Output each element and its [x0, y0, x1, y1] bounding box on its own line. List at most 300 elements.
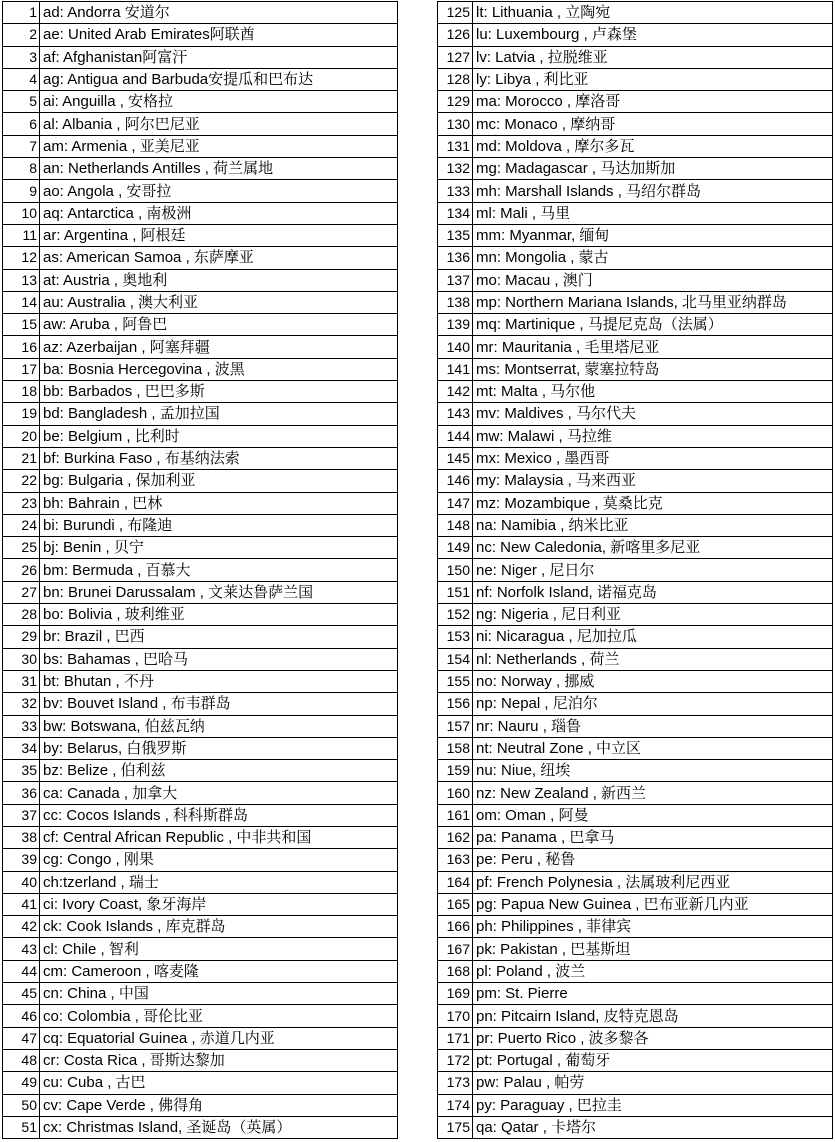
country-entry: om: Oman , 阿曼	[473, 804, 833, 826]
row-number: 40	[3, 871, 40, 893]
table-row	[3, 849, 398, 871]
row-number: 142	[438, 381, 473, 403]
country-entry: ad: Andorra 安道尔	[40, 2, 398, 24]
country-entry: ar: Argentina , 阿根廷	[40, 224, 398, 246]
country-entry: az: Azerbaijan , 阿塞拜疆	[40, 336, 398, 358]
row-number: 147	[438, 492, 473, 514]
country-entry: am: Armenia , 亚美尼亚	[40, 135, 398, 157]
row-number: 35	[3, 760, 40, 782]
country-entry: ms: Montserrat, 蒙塞拉特岛	[473, 358, 833, 380]
row-number: 158	[438, 737, 473, 759]
country-entry: bh: Bahrain , 巴林	[40, 492, 398, 514]
country-entry: cn: China , 中国	[40, 983, 398, 1005]
row-number: 16	[3, 336, 40, 358]
row-number: 161	[438, 804, 473, 826]
row-number: 159	[438, 760, 473, 782]
table-row	[3, 626, 398, 648]
table-row	[438, 46, 833, 68]
row-number: 160	[438, 782, 473, 804]
row-number: 42	[3, 916, 40, 938]
table-row	[3, 648, 398, 670]
row-number: 22	[3, 470, 40, 492]
table-row	[3, 514, 398, 536]
row-number: 152	[438, 604, 473, 626]
country-entry: cf: Central African Republic , 中非共和国	[40, 826, 398, 848]
row-number: 28	[3, 604, 40, 626]
country-entry: mz: Mozambique , 莫桑比克	[473, 492, 833, 514]
table-row	[438, 514, 833, 536]
row-number: 50	[3, 1094, 40, 1116]
row-number: 136	[438, 247, 473, 269]
table-row	[438, 983, 833, 1005]
row-number: 165	[438, 893, 473, 915]
row-number: 170	[438, 1005, 473, 1027]
table-row	[3, 670, 398, 692]
row-number: 51	[3, 1116, 40, 1138]
table-row	[3, 492, 398, 514]
country-entry: cq: Equatorial Guinea , 赤道几内亚	[40, 1027, 398, 1049]
country-entry: at: Austria , 奥地利	[40, 269, 398, 291]
country-entry: ni: Nicaragua , 尼加拉瓜	[473, 626, 833, 648]
country-entry: au: Australia , 澳大利亚	[40, 291, 398, 313]
row-number: 2	[3, 24, 40, 46]
country-entry: cv: Cape Verde , 佛得角	[40, 1094, 398, 1116]
row-number: 21	[3, 447, 40, 469]
row-number: 34	[3, 737, 40, 759]
table-row	[3, 46, 398, 68]
table-row	[3, 871, 398, 893]
table-row	[438, 604, 833, 626]
country-entry: ai: Anguilla , 安格拉	[40, 91, 398, 113]
row-number: 130	[438, 113, 473, 135]
country-entry: bm: Bermuda , 百慕大	[40, 559, 398, 581]
table-row	[3, 269, 398, 291]
row-number: 153	[438, 626, 473, 648]
table-row	[3, 247, 398, 269]
table-row	[3, 224, 398, 246]
country-entry: ck: Cook Islands , 库克群岛	[40, 916, 398, 938]
row-number: 25	[3, 537, 40, 559]
country-entry: np: Nepal , 尼泊尔	[473, 693, 833, 715]
row-number: 45	[3, 983, 40, 1005]
table-row	[438, 381, 833, 403]
country-entry: my: Malaysia , 马来西亚	[473, 470, 833, 492]
row-number: 148	[438, 514, 473, 536]
table-row	[438, 715, 833, 737]
table-row	[3, 715, 398, 737]
country-entry: cm: Cameroon , 喀麦隆	[40, 960, 398, 982]
row-number: 4	[3, 68, 40, 90]
row-number: 167	[438, 938, 473, 960]
country-entry: bg: Bulgaria , 保加利亚	[40, 470, 398, 492]
country-entry: pw: Palau , 帕劳	[473, 1072, 833, 1094]
row-number: 140	[438, 336, 473, 358]
country-entry: ml: Mali , 马里	[473, 202, 833, 224]
table-row	[438, 314, 833, 336]
table-row	[3, 581, 398, 603]
table-row	[3, 559, 398, 581]
country-entry: bw: Botswana, 伯兹瓦纳	[40, 715, 398, 737]
row-number: 19	[3, 403, 40, 425]
table-row	[438, 1072, 833, 1094]
table-row	[438, 447, 833, 469]
country-entry: pt: Portugal , 葡萄牙	[473, 1049, 833, 1071]
table-row	[3, 1005, 398, 1027]
row-number: 13	[3, 269, 40, 291]
row-number: 162	[438, 826, 473, 848]
row-number: 31	[3, 670, 40, 692]
country-entry: lv: Latvia , 拉脱维亚	[473, 46, 833, 68]
table-row	[3, 291, 398, 313]
row-number: 166	[438, 916, 473, 938]
country-entry: aq: Antarctica , 南极洲	[40, 202, 398, 224]
row-number: 5	[3, 91, 40, 113]
country-entry: ba: Bosnia Hercegovina , 波黑	[40, 358, 398, 380]
row-number: 9	[3, 180, 40, 202]
table-row	[438, 403, 833, 425]
country-entry: ca: Canada , 加拿大	[40, 782, 398, 804]
country-entry: py: Paraguay , 巴拉圭	[473, 1094, 833, 1116]
country-entry: ao: Angola , 安哥拉	[40, 180, 398, 202]
row-number: 131	[438, 135, 473, 157]
row-number: 47	[3, 1027, 40, 1049]
left-country-table	[2, 1, 398, 1139]
country-entry: cx: Christmas Island, 圣诞岛（英属）	[40, 1116, 398, 1138]
country-entry: pm: St. Pierre	[473, 983, 833, 1005]
table-row	[438, 425, 833, 447]
country-entry: ci: Ivory Coast, 象牙海岸	[40, 893, 398, 915]
right-country-table	[437, 1, 833, 1139]
row-number: 43	[3, 938, 40, 960]
row-number: 24	[3, 514, 40, 536]
row-number: 8	[3, 158, 40, 180]
country-entry: bo: Bolivia , 玻利维亚	[40, 604, 398, 626]
table-row	[3, 381, 398, 403]
table-row	[3, 447, 398, 469]
table-row	[3, 537, 398, 559]
country-entry: ma: Morocco , 摩洛哥	[473, 91, 833, 113]
row-number: 157	[438, 715, 473, 737]
table-row	[3, 693, 398, 715]
table-row	[438, 581, 833, 603]
country-entry: bs: Bahamas , 巴哈马	[40, 648, 398, 670]
country-entry: bn: Brunei Darussalam , 文莱达鲁萨兰国	[40, 581, 398, 603]
table-row	[438, 158, 833, 180]
country-entry: bf: Burkina Faso , 布基纳法索	[40, 447, 398, 469]
row-number: 171	[438, 1027, 473, 1049]
country-entry: cl: Chile , 智利	[40, 938, 398, 960]
country-entry: nf: Norfolk Island, 诺福克岛	[473, 581, 833, 603]
table-row	[3, 425, 398, 447]
row-number: 7	[3, 135, 40, 157]
row-number: 163	[438, 849, 473, 871]
table-row	[3, 1049, 398, 1071]
row-number: 23	[3, 492, 40, 514]
row-number: 149	[438, 537, 473, 559]
country-entry: be: Belgium , 比利时	[40, 425, 398, 447]
country-entry: ly: Libya , 利比亚	[473, 68, 833, 90]
table-row	[3, 202, 398, 224]
row-number: 26	[3, 559, 40, 581]
country-entry: qa: Qatar , 卡塔尔	[473, 1116, 833, 1138]
table-row	[3, 804, 398, 826]
country-entry: mr: Mauritania , 毛里塔尼亚	[473, 336, 833, 358]
row-number: 150	[438, 559, 473, 581]
table-row	[3, 1027, 398, 1049]
table-row	[438, 648, 833, 670]
table-row	[3, 314, 398, 336]
table-row	[438, 1094, 833, 1116]
row-number: 48	[3, 1049, 40, 1071]
row-number: 29	[3, 626, 40, 648]
row-number: 36	[3, 782, 40, 804]
row-number: 138	[438, 291, 473, 313]
table-row	[438, 916, 833, 938]
table-row	[438, 893, 833, 915]
country-entry: cu: Cuba , 古巴	[40, 1072, 398, 1094]
row-number: 127	[438, 46, 473, 68]
table-row	[3, 760, 398, 782]
row-number: 10	[3, 202, 40, 224]
country-entry: pn: Pitcairn Island, 皮特克恩岛	[473, 1005, 833, 1027]
table-row	[438, 68, 833, 90]
table-row	[438, 938, 833, 960]
country-entry: bv: Bouvet Island , 布韦群岛	[40, 693, 398, 715]
country-entry: mm: Myanmar, 缅甸	[473, 224, 833, 246]
country-entry: nu: Niue, 纽埃	[473, 760, 833, 782]
table-row	[3, 135, 398, 157]
row-number: 126	[438, 24, 473, 46]
country-entry: mq: Martinique , 马提尼克岛（法属）	[473, 314, 833, 336]
table-row	[3, 68, 398, 90]
country-entry: pk: Pakistan , 巴基斯坦	[473, 938, 833, 960]
row-number: 27	[3, 581, 40, 603]
row-number: 1	[3, 2, 40, 24]
row-number: 134	[438, 202, 473, 224]
row-number: 15	[3, 314, 40, 336]
country-entry: bz: Belize , 伯利兹	[40, 760, 398, 782]
row-number: 172	[438, 1049, 473, 1071]
country-entry: pl: Poland , 波兰	[473, 960, 833, 982]
table-row	[438, 180, 833, 202]
country-entry: pr: Puerto Rico , 波多黎各	[473, 1027, 833, 1049]
country-entry: br: Brazil , 巴西	[40, 626, 398, 648]
table-row	[438, 202, 833, 224]
table-row	[3, 91, 398, 113]
table-row	[3, 158, 398, 180]
row-number: 164	[438, 871, 473, 893]
table-row	[3, 470, 398, 492]
table-row	[3, 2, 398, 24]
row-number: 18	[3, 381, 40, 403]
table-row	[3, 403, 398, 425]
row-number: 6	[3, 113, 40, 135]
row-number: 144	[438, 425, 473, 447]
row-number: 173	[438, 1072, 473, 1094]
country-entry: ch:tzerland , 瑞士	[40, 871, 398, 893]
table-row	[438, 358, 833, 380]
country-entry: bt: Bhutan , 不丹	[40, 670, 398, 692]
country-entry: ne: Niger , 尼日尔	[473, 559, 833, 581]
table-row	[438, 1116, 833, 1138]
table-row	[438, 24, 833, 46]
table-row	[3, 604, 398, 626]
country-entry: pe: Peru , 秘鲁	[473, 849, 833, 871]
country-entry: na: Namibia , 纳米比亚	[473, 514, 833, 536]
row-number: 132	[438, 158, 473, 180]
row-number: 139	[438, 314, 473, 336]
country-entry: an: Netherlands Antilles , 荷兰属地	[40, 158, 398, 180]
table-row	[3, 180, 398, 202]
row-number: 135	[438, 224, 473, 246]
country-entry: mp: Northern Mariana Islands, 北马里亚纳群岛	[473, 291, 833, 313]
row-number: 156	[438, 693, 473, 715]
country-entry: bb: Barbados , 巴巴多斯	[40, 381, 398, 403]
row-number: 30	[3, 648, 40, 670]
table-row	[3, 336, 398, 358]
country-entry: co: Colombia , 哥伦比亚	[40, 1005, 398, 1027]
table-row	[3, 24, 398, 46]
table-row	[438, 559, 833, 581]
country-entry: nt: Neutral Zone , 中立区	[473, 737, 833, 759]
row-number: 155	[438, 670, 473, 692]
country-entry: cc: Cocos Islands , 科科斯群岛	[40, 804, 398, 826]
table-row	[438, 826, 833, 848]
country-entry: mt: Malta , 马尔他	[473, 381, 833, 403]
table-row	[3, 1116, 398, 1138]
country-entry: pg: Papua New Guinea , 巴布亚新几内亚	[473, 893, 833, 915]
row-number: 39	[3, 849, 40, 871]
table-row	[3, 960, 398, 982]
country-entry: bd: Bangladesh , 孟加拉国	[40, 403, 398, 425]
table-row	[3, 983, 398, 1005]
table-row	[438, 782, 833, 804]
table-row	[438, 804, 833, 826]
country-entry: mh: Marshall Islands , 马绍尔群岛	[473, 180, 833, 202]
table-row	[3, 938, 398, 960]
country-entry: nr: Nauru , 瑙鲁	[473, 715, 833, 737]
table-row	[3, 358, 398, 380]
country-entry: mc: Monaco , 摩纳哥	[473, 113, 833, 135]
row-number: 154	[438, 648, 473, 670]
row-number: 38	[3, 826, 40, 848]
country-entry: mv: Maldives , 马尔代夫	[473, 403, 833, 425]
country-entry: af: Afghanistan阿富汗	[40, 46, 398, 68]
country-entry: aw: Aruba , 阿鲁巴	[40, 314, 398, 336]
row-number: 174	[438, 1094, 473, 1116]
table-row	[3, 1094, 398, 1116]
row-number: 169	[438, 983, 473, 1005]
table-row	[438, 871, 833, 893]
row-number: 46	[3, 1005, 40, 1027]
country-entry: bi: Burundi , 布隆迪	[40, 514, 398, 536]
table-row	[438, 1027, 833, 1049]
country-entry: bj: Benin , 贝宁	[40, 537, 398, 559]
row-number: 33	[3, 715, 40, 737]
row-number: 41	[3, 893, 40, 915]
table-row	[3, 782, 398, 804]
table-row	[438, 492, 833, 514]
table-row	[438, 537, 833, 559]
table-row	[438, 135, 833, 157]
table-row	[3, 826, 398, 848]
country-entry: mx: Mexico , 墨西哥	[473, 447, 833, 469]
table-row	[438, 670, 833, 692]
row-number: 141	[438, 358, 473, 380]
table-row	[3, 916, 398, 938]
table-row	[438, 760, 833, 782]
country-entry: ph: Philippines , 菲律宾	[473, 916, 833, 938]
country-entry: mw: Malawi , 马拉维	[473, 425, 833, 447]
table-row	[438, 91, 833, 113]
row-number: 151	[438, 581, 473, 603]
table-row	[438, 336, 833, 358]
row-number: 133	[438, 180, 473, 202]
row-number: 128	[438, 68, 473, 90]
row-number: 12	[3, 247, 40, 269]
country-entry: al: Albania , 阿尔巴尼亚	[40, 113, 398, 135]
row-number: 20	[3, 425, 40, 447]
row-number: 14	[3, 291, 40, 313]
row-number: 44	[3, 960, 40, 982]
country-entry: no: Norway , 挪威	[473, 670, 833, 692]
row-number: 37	[3, 804, 40, 826]
country-entry: md: Moldova , 摩尔多瓦	[473, 135, 833, 157]
country-entry: by: Belarus, 白俄罗斯	[40, 737, 398, 759]
table-row	[438, 1049, 833, 1071]
table-row	[438, 1005, 833, 1027]
country-entry: nc: New Caledonia, 新喀里多尼亚	[473, 537, 833, 559]
country-entry: nl: Netherlands , 荷兰	[473, 648, 833, 670]
table-row	[3, 893, 398, 915]
row-number: 137	[438, 269, 473, 291]
table-row	[438, 2, 833, 24]
table-row	[438, 737, 833, 759]
table-row	[438, 693, 833, 715]
table-row	[3, 737, 398, 759]
country-entry: nz: New Zealand , 新西兰	[473, 782, 833, 804]
row-number: 49	[3, 1072, 40, 1094]
row-number: 146	[438, 470, 473, 492]
row-number: 11	[3, 224, 40, 246]
row-number: 3	[3, 46, 40, 68]
country-entry: ng: Nigeria , 尼日利亚	[473, 604, 833, 626]
table-row	[438, 960, 833, 982]
country-entry: as: American Samoa , 东萨摩亚	[40, 247, 398, 269]
table-row	[438, 269, 833, 291]
country-entry: lt: Lithuania , 立陶宛	[473, 2, 833, 24]
country-entry: pf: French Polynesia , 法属玻利尼西亚	[473, 871, 833, 893]
country-entry: mn: Mongolia , 蒙古	[473, 247, 833, 269]
table-row	[3, 1072, 398, 1094]
country-entry: mg: Madagascar , 马达加斯加	[473, 158, 833, 180]
row-number: 168	[438, 960, 473, 982]
table-row	[438, 291, 833, 313]
country-entry: lu: Luxembourg , 卢森堡	[473, 24, 833, 46]
table-row	[438, 626, 833, 648]
table-row	[438, 113, 833, 135]
row-number: 129	[438, 91, 473, 113]
row-number: 17	[3, 358, 40, 380]
row-number: 143	[438, 403, 473, 425]
row-number: 145	[438, 447, 473, 469]
table-row	[438, 247, 833, 269]
row-number: 125	[438, 2, 473, 24]
table-row	[3, 113, 398, 135]
table-row	[438, 470, 833, 492]
table-row	[438, 849, 833, 871]
country-entry: mo: Macau , 澳门	[473, 269, 833, 291]
